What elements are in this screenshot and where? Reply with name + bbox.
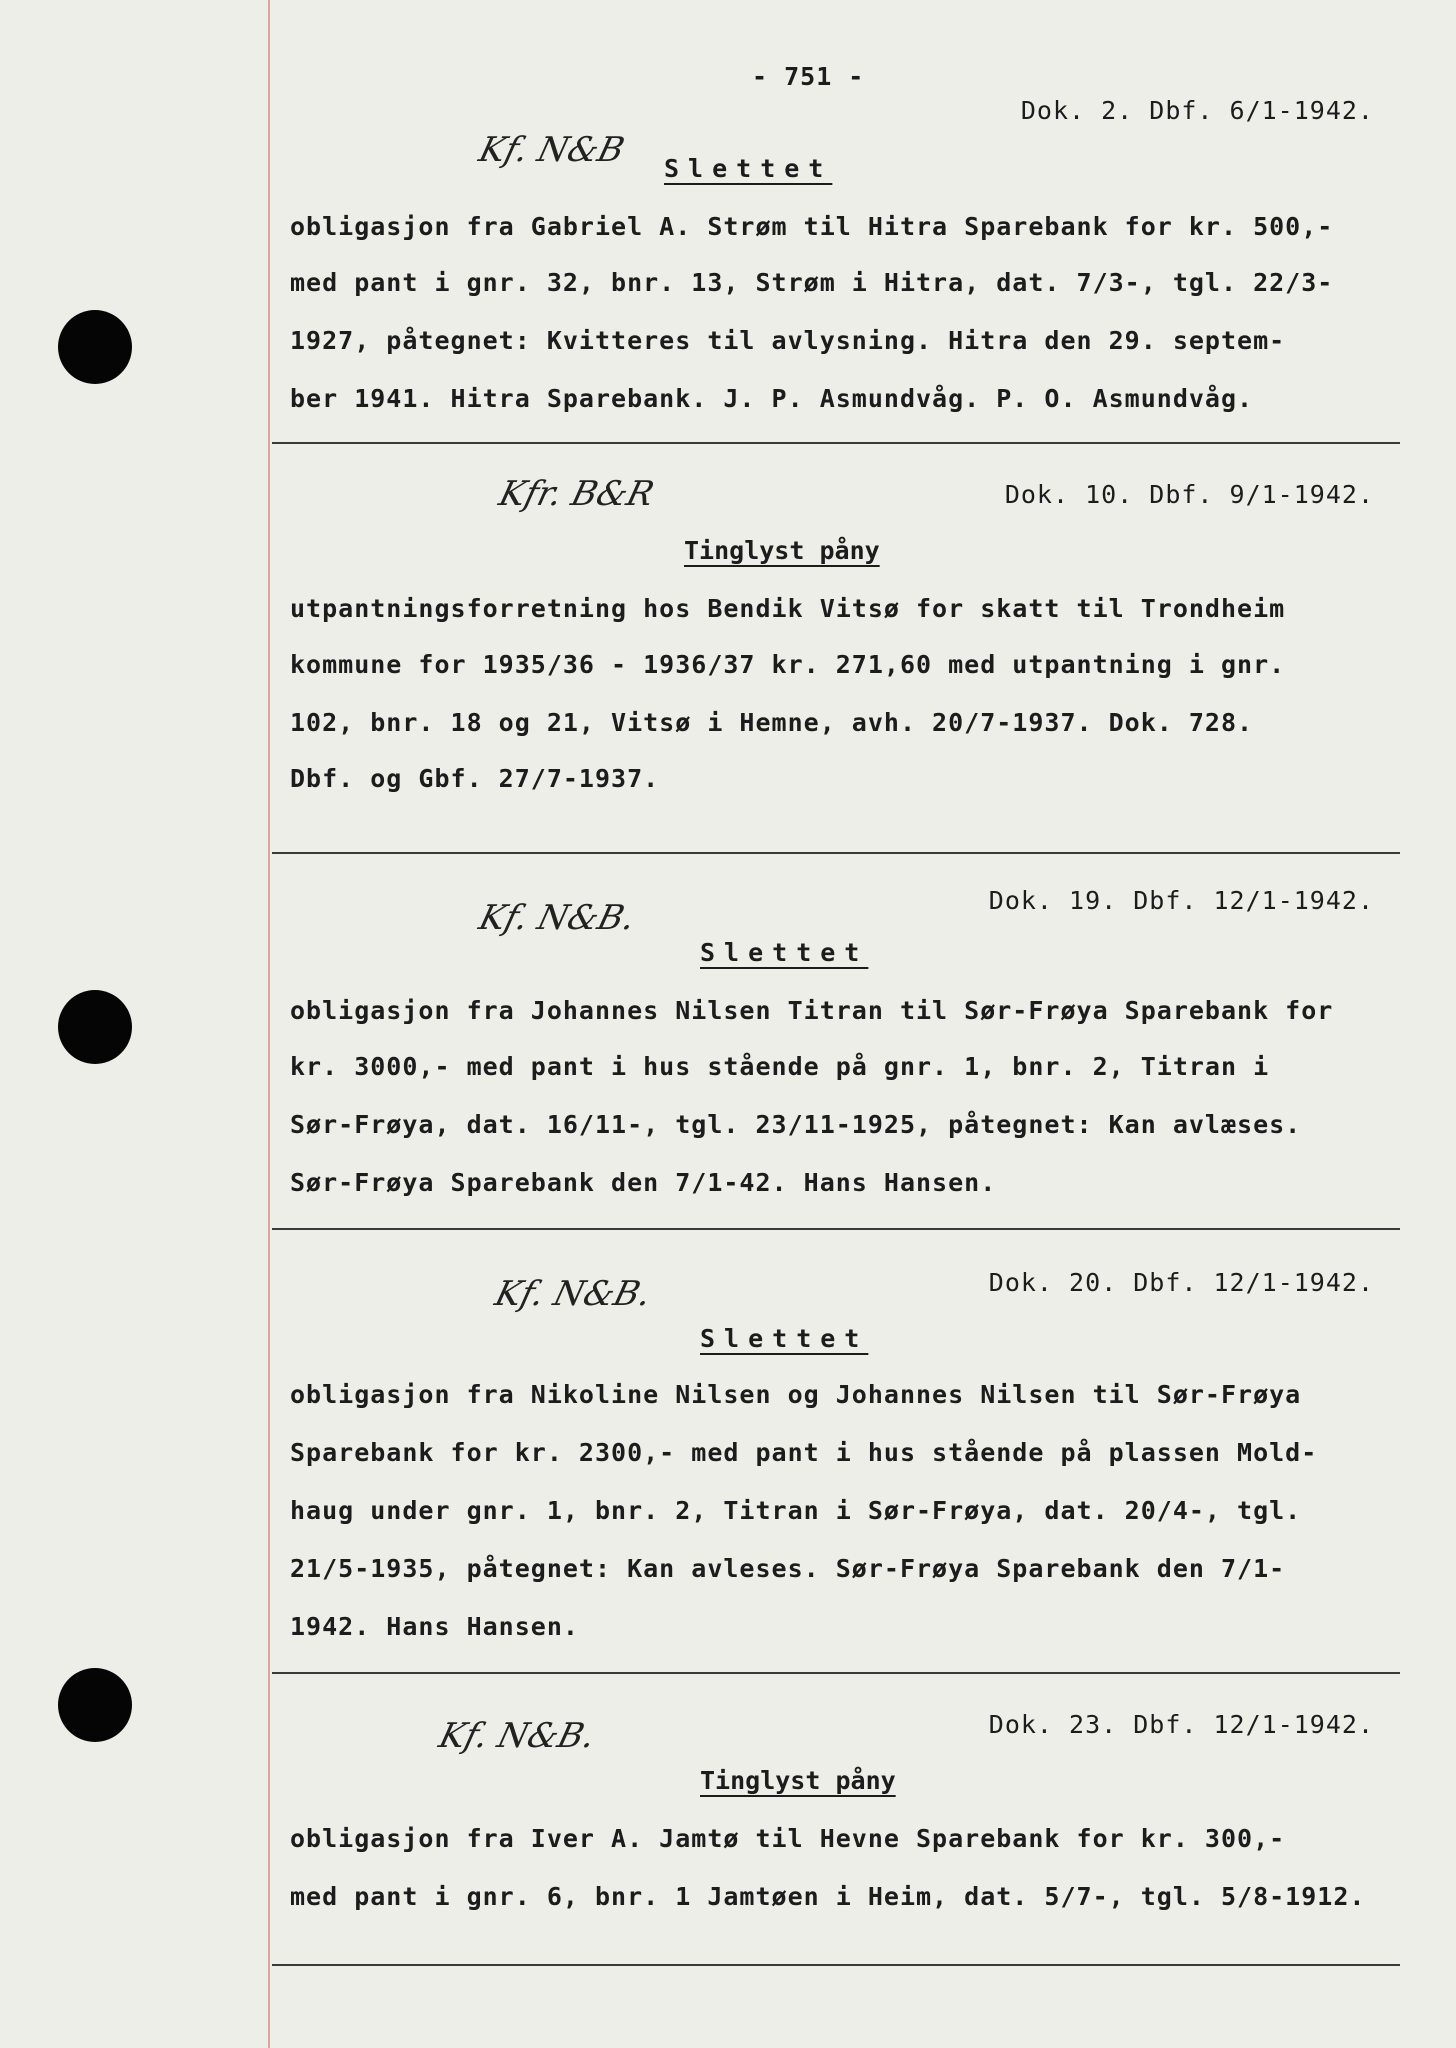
handwritten-signature: Kf. N&B.	[475, 898, 640, 938]
entry-text-line: utpantningsforretning hos Bendik Vitsø for skatt til Trondheim	[290, 594, 1286, 623]
record-entry	[290, 90, 1410, 420]
entry-text-line: 1942. Hans Hansen.	[290, 1612, 579, 1641]
entry-heading: Tinglyst påny	[684, 536, 880, 565]
document-reference: Dok. 20. Dbf. 12/1-1942.	[988, 1268, 1374, 1297]
entry-text-line: Sør-Frøya, dat. 16/11-, tgl. 23/11-1925, påtegnet: Kan avlæses.	[290, 1110, 1302, 1139]
entry-divider	[272, 1964, 1400, 1966]
entry-text-line: med pant i gnr. 32, bnr. 13, Strøm i Hitra, dat. 7/3-, tgl. 22/3-	[290, 268, 1334, 297]
entry-text-line: 102, bnr. 18 og 21, Vitsø i Hemne, avh. 20/7-1937. Dok. 728.	[290, 708, 1254, 737]
record-entry	[290, 870, 1410, 1210]
entry-divider	[272, 852, 1400, 854]
document-reference: Dok. 10. Dbf. 9/1-1942.	[1004, 480, 1374, 509]
punch-hole	[58, 990, 132, 1064]
entry-divider	[272, 1228, 1400, 1230]
handwritten-signature: Kf. N&B	[475, 130, 629, 170]
handwritten-signature: Kf. N&B.	[491, 1274, 656, 1314]
entry-heading: Slettet	[700, 938, 869, 967]
record-entry	[290, 1244, 1410, 1644]
entry-heading: Tinglyst påny	[700, 1766, 896, 1795]
entry-text-line: kr. 3000,- med pant i hus stående på gnr. 1, bnr. 2, Titran i	[290, 1052, 1270, 1081]
entry-heading: Slettet	[700, 1324, 869, 1353]
entry-text-line: 1927, påtegnet: Kvitteres til avlysning. Hitra den 29. septem-	[290, 326, 1286, 355]
entry-text-line: obligasjon fra Johannes Nilsen Titran til Sør-Frøya Sparebank for	[290, 996, 1334, 1025]
entry-heading: Slettet	[664, 154, 833, 183]
entry-text-line: ber 1941. Hitra Sparebank. J. P. Asmundvåg. P. O. Asmundvåg.	[290, 384, 1254, 413]
entry-text-line: Dbf. og Gbf. 27/7-1937.	[290, 764, 660, 793]
handwritten-signature: Kf. N&B.	[435, 1716, 600, 1756]
entry-text-line: med pant i gnr. 6, bnr. 1 Jamtøen i Heim, dat. 5/7-, tgl. 5/8-1912.	[290, 1882, 1366, 1911]
entry-divider	[272, 442, 1400, 444]
entry-text-line: haug under gnr. 1, bnr. 2, Titran i Sør-Frøya, dat. 20/4-, tgl.	[290, 1496, 1302, 1525]
entry-text-line: obligasjon fra Iver A. Jamtø til Hevne Sparebank for kr. 300,-	[290, 1824, 1286, 1853]
record-entry	[290, 460, 1410, 820]
entry-text-line: Sør-Frøya Sparebank den 7/1-42. Hans Hansen.	[290, 1168, 997, 1197]
document-reference: Dok. 19. Dbf. 12/1-1942.	[988, 886, 1374, 915]
page-number: - 751 -	[752, 62, 865, 91]
entry-text-line: kommune for 1935/36 - 1936/37 kr. 271,60 med utpantning i gnr.	[290, 650, 1286, 679]
entry-text-line: obligasjon fra Nikoline Nilsen og Johannes Nilsen til Sør-Frøya	[290, 1380, 1302, 1409]
entry-text-line: 21/5-1935, påtegnet: Kan avleses. Sør-Frøya Sparebank den 7/1-	[290, 1554, 1286, 1583]
entry-text-line: Sparebank for kr. 2300,- med pant i hus stående på plassen Mold-	[290, 1438, 1318, 1467]
handwritten-signature: Kfr. B&R	[495, 474, 658, 514]
entry-text-line: obligasjon fra Gabriel A. Strøm til Hitra Sparebank for kr. 500,-	[290, 212, 1334, 241]
punch-hole	[58, 310, 132, 384]
margin-rule	[268, 0, 270, 2048]
record-entry	[290, 1690, 1410, 1950]
document-reference: Dok. 2. Dbf. 6/1-1942.	[1020, 96, 1374, 125]
entry-divider	[272, 1672, 1400, 1674]
document-reference: Dok. 23. Dbf. 12/1-1942.	[988, 1710, 1374, 1739]
punch-hole	[58, 1668, 132, 1742]
